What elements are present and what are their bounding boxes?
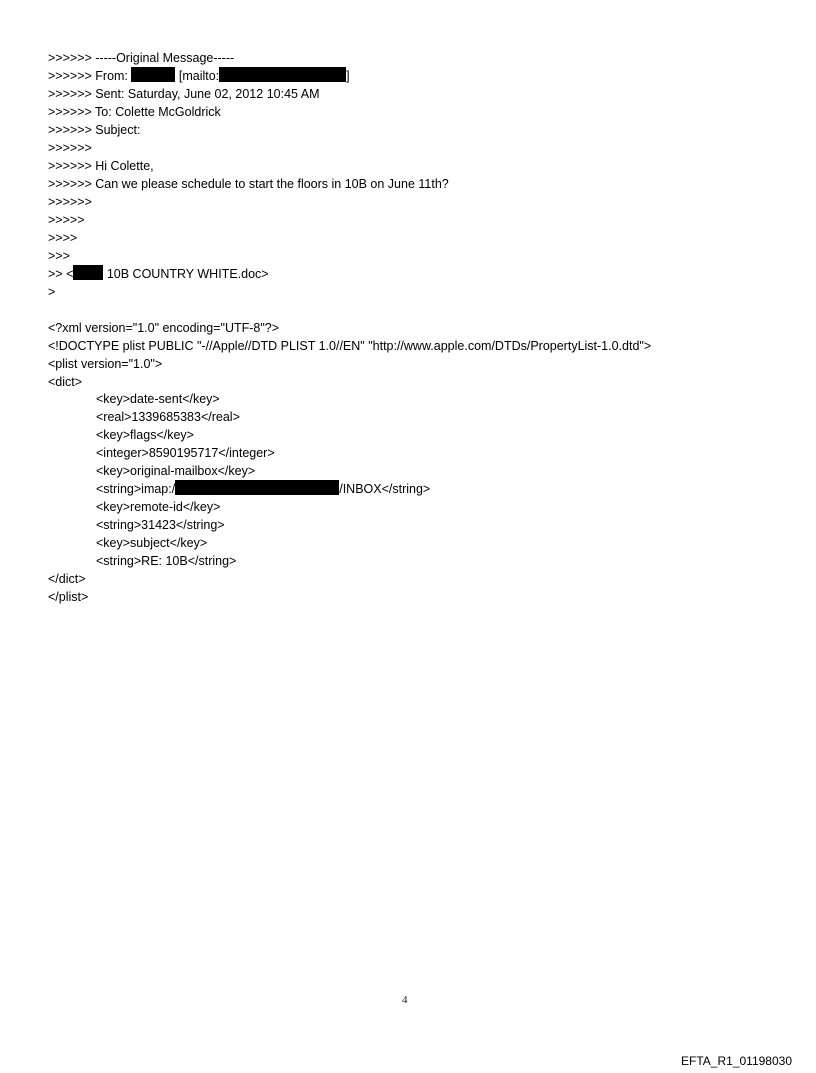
imap-prefix: <string>imap:/ — [96, 482, 176, 496]
to-line: >>>>>> To: Colette McGoldrick — [48, 105, 221, 119]
plist-open: <plist version="1.0"> — [48, 357, 163, 371]
key-date-sent: <key>date-sent</key> — [96, 392, 220, 406]
string-imap — [96, 480, 430, 498]
key-original-mailbox: <key>original-mailbox</key> — [96, 464, 256, 478]
real-value: <real>1339685383</real> — [96, 410, 240, 424]
quote-line: >>>>> — [48, 213, 85, 227]
sent-line: >>>>>> Sent: Saturday, June 02, 2012 10:45 AM — [48, 87, 320, 101]
plist-close: </plist> — [48, 590, 89, 604]
dict-open: <dict> — [48, 375, 83, 389]
dict-close: </dict> — [48, 572, 86, 586]
doctype-line: <!DOCTYPE plist PUBLIC "-//Apple//DTD PLIST 1.0//EN" "http://www.apple.com/DTDs/PropertyList-1.0.dtd"> — [48, 339, 652, 353]
attachment-line — [48, 265, 269, 283]
from-mailto: [mailto: — [175, 69, 220, 83]
original-message-line: >>>>>> -----Original Message----- — [48, 51, 235, 65]
attachment-prefix: >> < — [48, 267, 74, 281]
quote-line: > — [48, 285, 56, 299]
from-line — [48, 67, 350, 85]
subject-line: >>>>>> Subject: — [48, 123, 141, 137]
greeting-line: >>>>>> Hi Colette, — [48, 159, 154, 173]
redaction-box — [175, 480, 339, 495]
page-number: 4 — [402, 994, 408, 1006]
imap-suffix: /INBOX</string> — [339, 482, 431, 496]
quote-line: >>> — [48, 249, 70, 263]
string-subject: <string>RE: 10B</string> — [96, 554, 237, 568]
bates-number: EFTA_R1_01198030 — [681, 1054, 792, 1068]
from-prefix: >>>>>> From: — [48, 69, 132, 83]
redaction-box — [219, 67, 346, 82]
xml-declaration: <?xml version="1.0" encoding="UTF-8"?> — [48, 321, 280, 335]
body-line: >>>>>> Can we please schedule to start the floors in 10B on June 11th? — [48, 177, 449, 191]
redaction-box — [73, 265, 103, 280]
key-remote-id: <key>remote-id</key> — [96, 500, 221, 514]
string-remote-id: <string>31423</string> — [96, 518, 225, 532]
key-flags: <key>flags</key> — [96, 428, 194, 442]
attachment-name: 10B COUNTRY WHITE.doc> — [103, 267, 269, 281]
integer-value: <integer>8590195717</integer> — [96, 446, 275, 460]
quote-line: >>>> — [48, 231, 78, 245]
key-subject: <key>subject</key> — [96, 536, 208, 550]
redaction-box — [131, 67, 175, 82]
from-close: ] — [346, 69, 350, 83]
quote-line: >>>>>> — [48, 195, 92, 209]
quote-line: >>>>>> — [48, 141, 92, 155]
